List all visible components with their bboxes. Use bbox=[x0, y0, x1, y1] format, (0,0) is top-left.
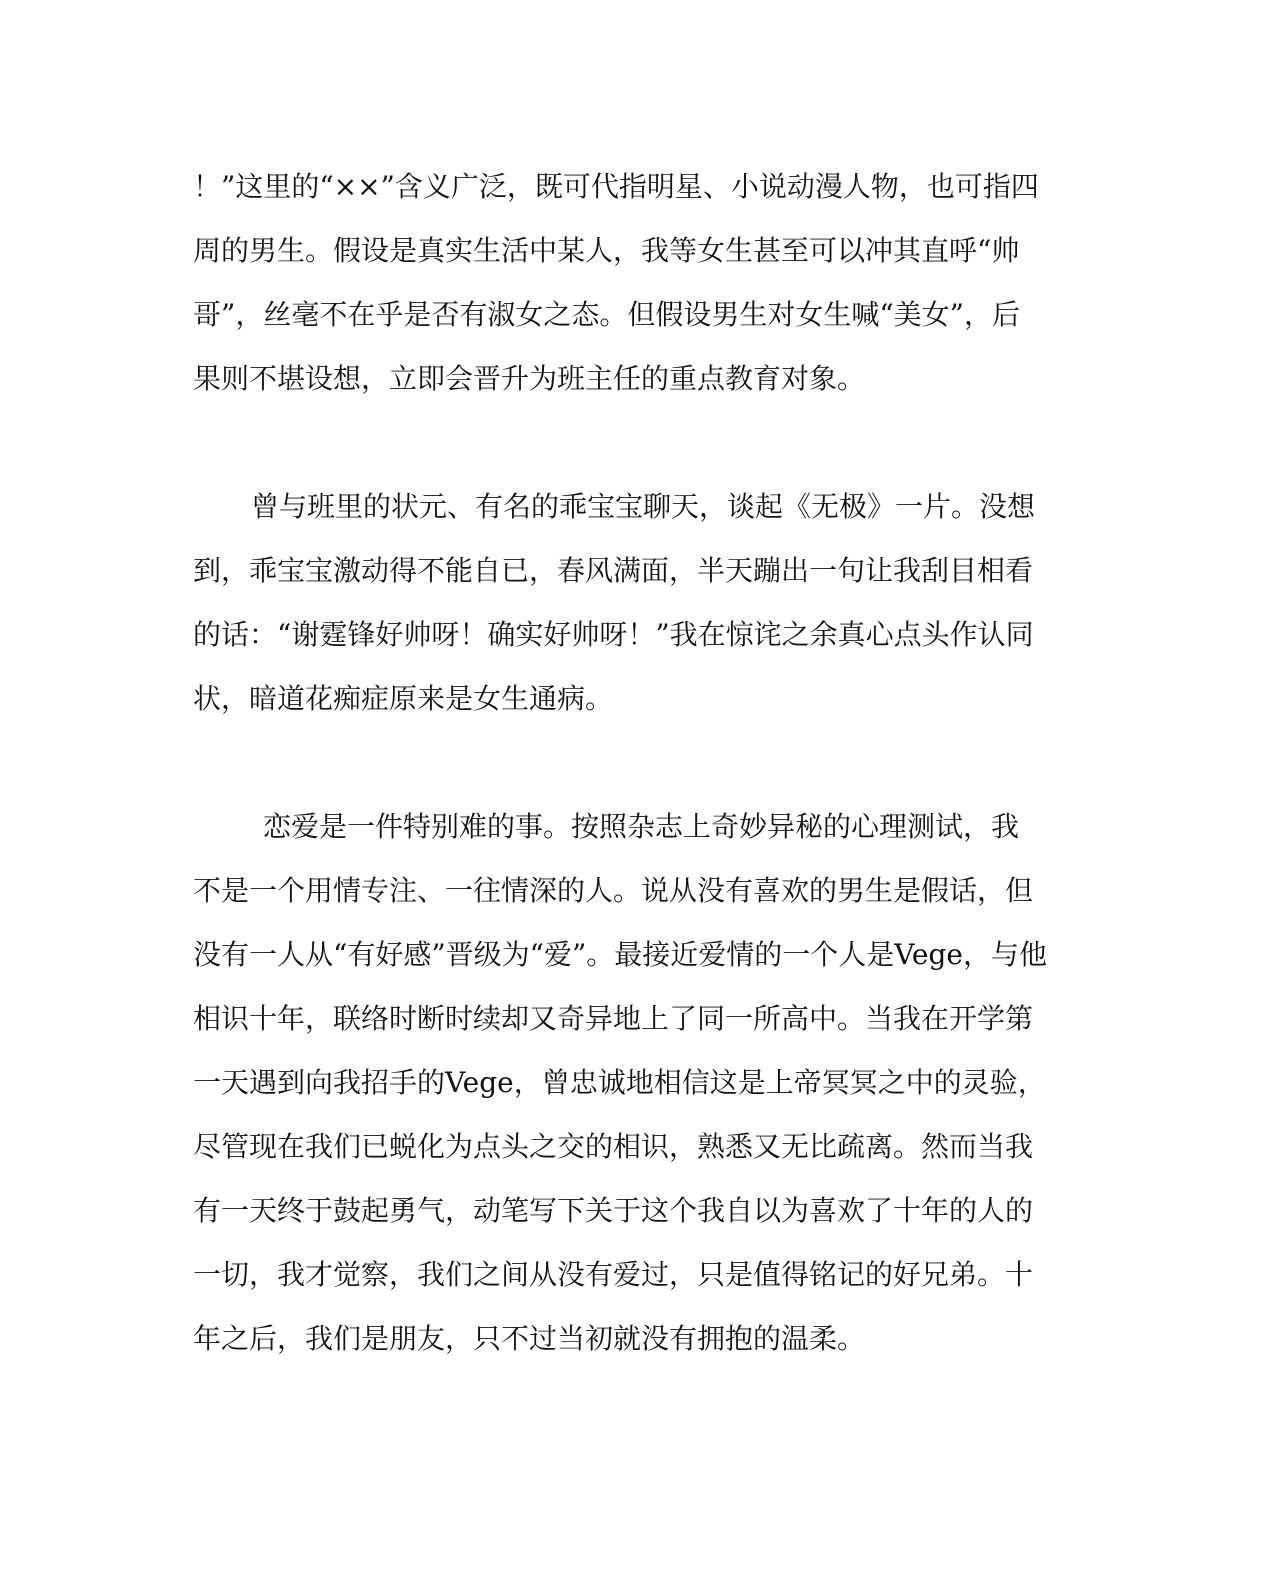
paragraph-line: 果则不堪设想，立即会晋升为班主任的重点教育对象。 bbox=[193, 362, 866, 395]
paragraph-line: 一切，我才觉察，我们之间从没有爱过，只是值得铭记的好兄弟。十 bbox=[193, 1258, 1034, 1291]
paragraph-line: 的话：“谢霆锋好帅呀！确实好帅呀！”我在惊诧之余真心点头作认同 bbox=[193, 618, 1034, 651]
paragraph-3 bbox=[193, 795, 1073, 1371]
paragraph-line: 状，暗道花痴症原来是女生通病。 bbox=[193, 682, 614, 715]
paragraph-line: 有一天终于鼓起勇气，动笔写下关于这个我自以为喜欢了十年的人的 bbox=[193, 1194, 1034, 1227]
paragraph-line: 周的男生。假设是真实生活中某人，我等女生甚至可以冲其直呼“帅 bbox=[193, 234, 1020, 267]
paragraph-line: 曾与班里的状元、有名的乖宝宝聊天，谈起《无极》一片。没想 bbox=[251, 490, 1036, 523]
paragraph-line: 尽管现在我们已蜕化为点头之交的相识，熟悉又无比疏离。然而当我 bbox=[193, 1130, 1034, 1163]
paragraph-line: 不是一个用情专注、一往情深的人。说从没有喜欢的男生是假话，但 bbox=[193, 874, 1034, 907]
paragraph-line: ！”这里的“××”含义广泛，既可代指明星、小说动漫人物，也可指四 bbox=[193, 170, 1039, 203]
paragraph-2 bbox=[193, 475, 1073, 731]
paragraph-line: 年之后，我们是朋友，只不过当初就没有拥抱的温柔。 bbox=[193, 1322, 866, 1355]
paragraph-line: 到，乖宝宝激动得不能自已，春风满面，半天蹦出一句让我刮目相看 bbox=[193, 554, 1034, 587]
paragraph-line: 相识十年，联络时断时续却又奇异地上了同一所高中。当我在开学第 bbox=[193, 1002, 1034, 1035]
paragraph-line: 没有一人从“有好感”晋级为“爱”。最接近爱情的一个人是Vege，与他 bbox=[193, 938, 1047, 971]
paragraph-line: 哥”，丝毫不在乎是否有淑女之态。但假设男生对女生喊“美女”，后 bbox=[193, 298, 1020, 331]
paragraph-1 bbox=[193, 155, 1073, 411]
paragraph-line: 恋爱是一件特别难的事。按照杂志上奇妙异秘的心理测试，我 bbox=[263, 810, 1020, 843]
paragraph-line: 一天遇到向我招手的Vege，曾忠诚地相信这是上帝冥冥之中的灵验， bbox=[193, 1066, 1046, 1099]
